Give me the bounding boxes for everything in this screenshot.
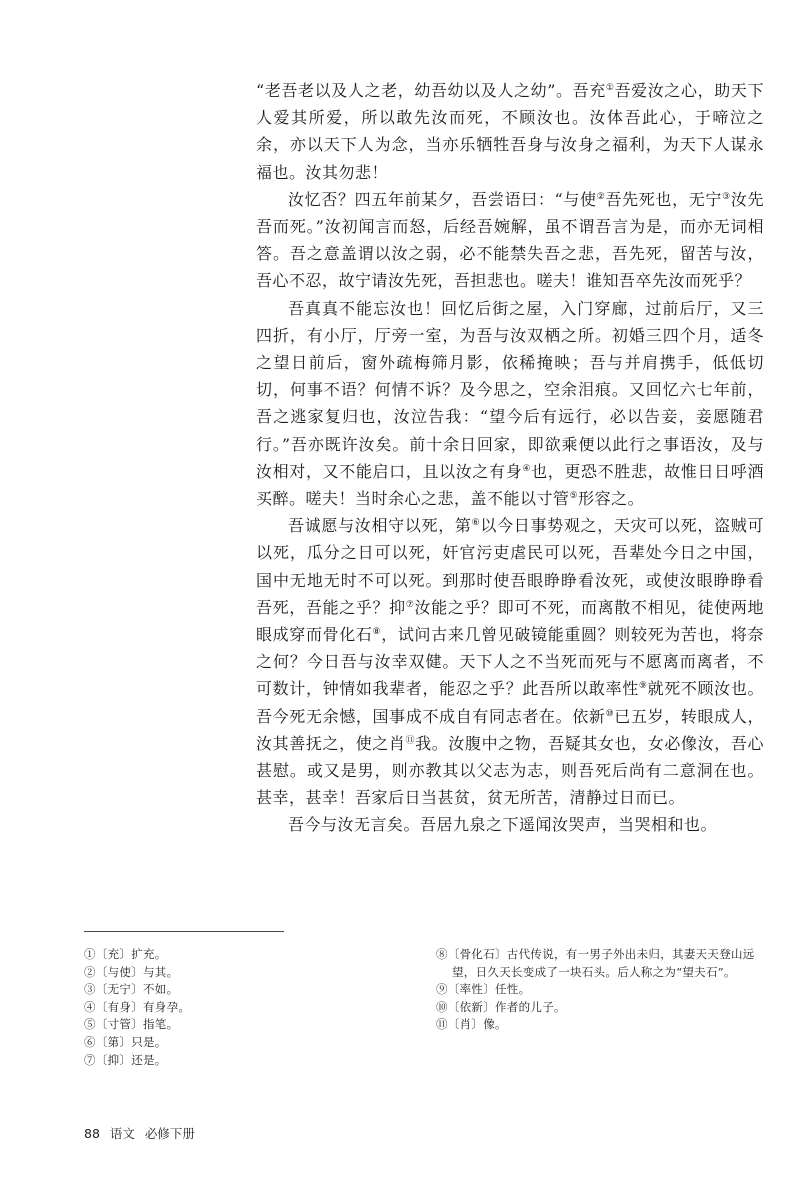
paragraph xyxy=(256,295,764,513)
paragraph xyxy=(256,512,764,811)
footnote-marker: ④ xyxy=(522,463,532,474)
book-volume: 必修下册 xyxy=(144,1126,195,1141)
main-text xyxy=(256,77,764,839)
text-run: 吾真真不能忘汝也！回忆后街之屋，入门穿廊，过前后厅，又三四折，有小厅，厅旁一室，为吾与汝双栖之所。初婚三四个月，适冬之望日前后，窗外疏梅筛月影，依稀掩映；吾与并肩携手，低低切切，何事不语？何情不诉？及今思之，空余泪痕。又回忆六七年前，吾之逃家复归也，汝泣告我：“望今后有远行，必以告妾，妾愿随君行。”吾亦既许汝矣。前十余日回家，即欲乘便以此行之事语汝，及与汝相对，又不能启口，且以汝之有身 xyxy=(256,298,764,481)
footnote-marker: ⑨ xyxy=(638,681,648,692)
footnote: ⑤〔寸管〕指笔。 xyxy=(84,1017,179,1032)
footnote: ⑥〔第〕只是。 xyxy=(84,1034,167,1049)
footnote-marker: ⑥ xyxy=(471,518,481,529)
page-footer xyxy=(84,1124,195,1142)
footnote-marker: ⑩ xyxy=(605,708,615,719)
text-run: 就死不顾汝也。吾今死无余憾，国事成不成自有同志者在。依新 xyxy=(256,679,764,726)
text-run: “老吾老以及人之老，幼吾幼以及人之幼”。吾充 xyxy=(256,81,606,100)
footnote: ⑨〔率性〕任性。 xyxy=(436,982,531,997)
footnotes-left xyxy=(84,946,404,1069)
text-run: 以今日事势观之，天灾可以死，盗贼可以死，瓜分之日可以死，奸官污吏虐民可以死，吾辈处今日之中国，国中无地无时不可以死。到那时使吾眼睁睁看汝死，或使汝眼睁睁看吾死，吾能之乎？抑 xyxy=(256,516,764,617)
paragraph xyxy=(256,186,764,295)
footnote: ①〔充〕扩充。 xyxy=(84,947,167,961)
text-run: 吾今与汝无言矣。吾居九泉之下遥闻汝哭声，当哭相和也。 xyxy=(288,815,718,835)
footnote: ⑩〔依新〕作者的儿子。 xyxy=(436,999,566,1014)
text-run: 吾先死也，无宁 xyxy=(605,189,723,209)
footnote-marker: ⑤ xyxy=(569,491,579,502)
paragraph xyxy=(256,811,764,838)
paragraph xyxy=(256,77,764,186)
footnote-marker: ② xyxy=(596,191,606,202)
footnote: ⑧〔骨化石〕古代传说，有一男子外出未归，其妻天天登山远望，日久天长变成了一块石头。后人称之为“望夫石”。 xyxy=(436,947,755,979)
text-run: 汝能之乎？即可不死，而离散不相见，徒使两地眼成穿而骨化石 xyxy=(256,597,764,645)
footnote: ⑦〔抑〕还是。 xyxy=(84,1052,167,1067)
footnote-divider xyxy=(84,931,284,932)
text-run: 吾爱汝之心，助天下人爱其所爱，所以敢先汝而死，不顾汝也。汝体吾此心，于啼泣之余，亦以天下人为念，当亦乐牺牲吾身与汝身之福利，为天下人谋永福也。汝其勿悲！ xyxy=(256,81,764,182)
footnote: ②〔与使〕与其。 xyxy=(84,964,179,979)
text-run: 汝先吾而死。”汝初闻言而怒，后经吾婉解，虽不谓吾言为是，而亦无词相答。吾之意盖谓以汝之弱，必不能禁失吾之悲，吾先死，留苦与汝，吾心不忍，故宁请汝先死，吾担悲也。嗟夫！谁知吾卒先汝而死乎？ xyxy=(256,189,764,291)
footnotes-right xyxy=(436,946,766,1034)
text-run: 吾诚愿与汝相守以死，第 xyxy=(288,516,472,536)
footnote-marker: ③ xyxy=(722,191,731,202)
text-run: 我。汝腹中之物，吾疑其女也，女必像汝，吾心甚慰。或又是男，则亦教其以父志为志，则吾死后尚有二意洞在也。甚幸，甚幸！吾家后日当甚贫，贫无所苦，清静过日而已。 xyxy=(256,733,764,808)
text-run: 已五岁，转眼成人，汝其善抚之，使之肖 xyxy=(256,706,764,753)
text-run: 也，更恐不胜悲，故惟日日呼酒买醉。嗟夫！当时余心之悲，盖不能以寸管 xyxy=(256,461,764,509)
footnote: ⑪〔肖〕像。 xyxy=(436,1017,507,1032)
text-run: 形容之。 xyxy=(578,489,645,509)
footnote-marker: ⑦ xyxy=(405,599,415,610)
footnote-marker: ① xyxy=(605,83,615,93)
text-run: ，试问古来几曾见破镜能重圆？则较死为苦也，将奈之何？今日吾与汝幸双健。天下人之不当死而死与不愿离而离者，不可数计，钟情如我辈者，能忍之乎？此吾所以敢率性 xyxy=(256,625,764,699)
page-number: 88 xyxy=(84,1126,100,1141)
book-subject: 语文 xyxy=(109,1126,135,1141)
text-run: 汝忆否？四五年前某夕，吾尝语曰：“与使 xyxy=(288,189,597,209)
footnote: ③〔无宁〕不如。 xyxy=(84,982,179,997)
footnote-marker: ⑪ xyxy=(405,735,416,746)
footnote-marker: ⑧ xyxy=(372,627,382,638)
footnote: ④〔有身〕有身孕。 xyxy=(84,999,191,1014)
